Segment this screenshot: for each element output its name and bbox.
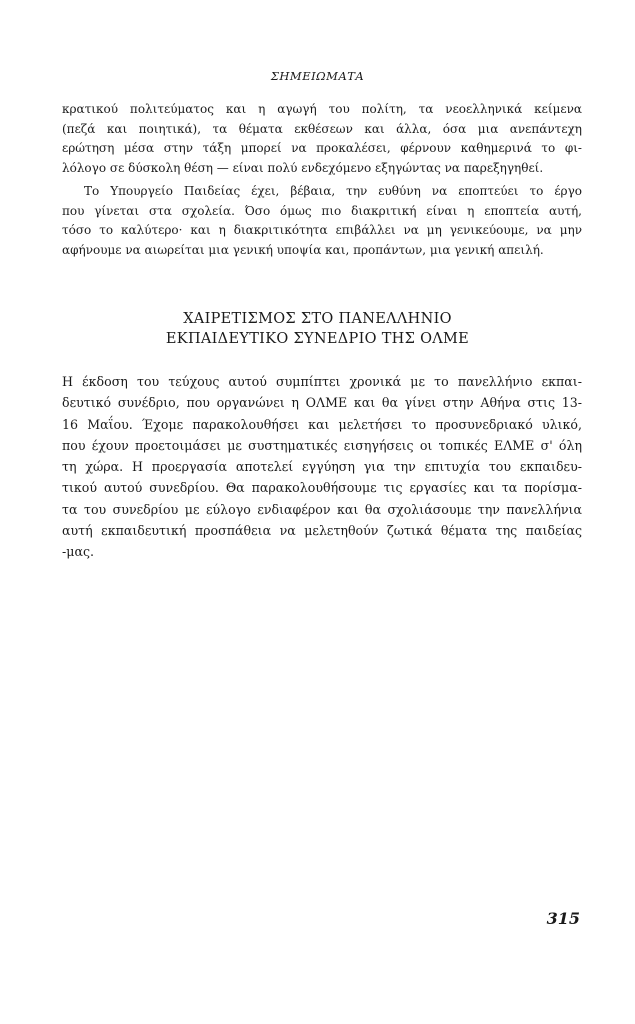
text-line: που γίνεται στα σχολεία. Όσο όμως πιο διακριτική είναι η εποπτεία αυτή,: [62, 203, 582, 218]
text-line: που έχουν προετοιμάσει με συστηματικές εισηγήσεις οι τοπικές ΕΛΜΕ σ' όλη: [62, 437, 582, 453]
text-line: δευτικό συνέδριο, που οργανώνει η ΟΛΜΕ και θα γίνει στην Αθήνα στις 13-: [62, 395, 582, 411]
section-heading-line-2: ΕΚΠΑΙΔΕΥΤΙΚΟ ΣΥΝΕΔΡΙΟ ΤΗΣ ΟΛΜΕ: [165, 331, 470, 347]
text-line: τα του συνεδρίου με εύλογο ενδιαφέρον και θα σχολιάσουμε την πανελλήνια: [62, 501, 582, 517]
text-line: τόσο το καλύτερο· και η διακριτικότητα επιβάλλει να μη γενικεύουμε, να μην: [62, 223, 582, 238]
paragraph-ministry: [62, 182, 582, 260]
running-header: ΣΗΜΕΙΩΜΑΤΑ: [270, 69, 365, 83]
text-line: τικού αυτού συνεδρίου. Θα παρακολουθήσουμε τις εργασίες και τα πορίσμα-: [62, 480, 582, 496]
text-line: αυτή εκπαιδευτική προσπάθεια να μελετηθούν ζωτικά θέματα της παιδείας: [62, 523, 582, 539]
text-line: λόλογο σε δύσκολη θέση — είναι πολύ ενδεχόμενο εξηγώντας να παρεξηγηθεί.: [62, 160, 544, 175]
text-line: αφήνουμε να αιωρείται μια γενική υποψία και, προπάντων, μια γενική απειλή.: [62, 242, 544, 257]
paragraph-continuation: [62, 100, 582, 178]
text-line: -μας.: [62, 544, 95, 560]
paragraph-conference: [62, 371, 582, 563]
text-line: κρατικού πολιτεύματος και η αγωγή του πολίτη, τα νεοελληνικά κείμενα: [62, 102, 582, 116]
text-line: Το Υπουργείο Παιδείας έχει, βέβαια, την ευθύνη να εποπτεύει το έργο: [84, 184, 582, 198]
text-line: τη χώρα. Η προεργασία αποτελεί εγγύηση για την επιτυχία του εκπαιδευ-: [62, 459, 582, 475]
section-heading-line-1: ΧΑΙΡΕΤΙΣΜΟΣ ΣΤΟ ΠΑΝΕΛΛΗΝΙΟ: [183, 311, 452, 327]
text-line: ερώτηση μέσα στην τάξη μπορεί να προκαλέσει, φέρνουν καθημερινά το φι-: [62, 141, 582, 156]
text-line: Η έκδοση του τεύχους αυτού συμπίπτει χρονικά με το πανελλήνιο εκπαι-: [62, 374, 582, 389]
text-line: (πεζά και ποιητικά), τα θέματα εκθέσεων και άλλα, όσα μια ανεπάντεχη: [62, 121, 582, 136]
text-line: 16 Μαΐου. Έχομε παρακολουθήσει και μελετήσει το προσυνεδριακό υλικό,: [62, 416, 582, 432]
page-number: 315: [546, 909, 580, 928]
